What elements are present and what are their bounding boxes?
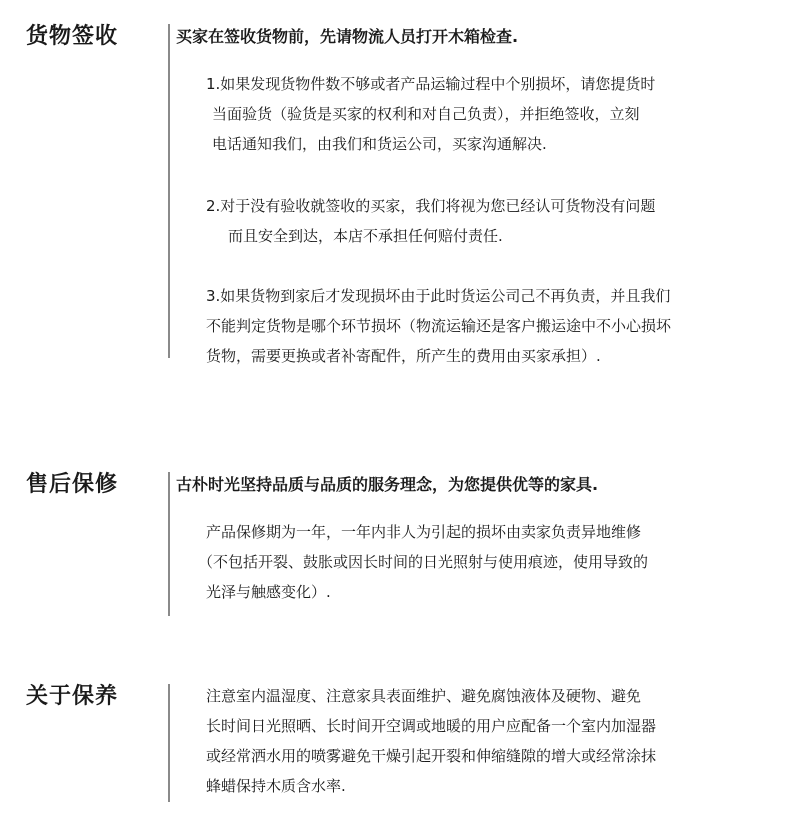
section-after-sales-warranty (0, 470, 790, 620)
vertical-divider (168, 472, 170, 616)
section-maintenance (0, 682, 790, 812)
paragraph-line: （不包括开裂、鼓胀或因长时间的日光照射与使用痕迹，使用导致的 (198, 553, 649, 571)
paragraph-line: 或经常洒水用的喷雾避免干燥引起开裂和伸缩缝隙的增大或经常涂抹 (206, 747, 657, 765)
item-line: 3.如果货物到家后才发现损坏由于此时货运公司己不再负责，并且我们 (206, 287, 671, 305)
item-line: 货物，需要更换或者补寄配件，所产生的费用由买家承担）. (206, 347, 601, 365)
section-lead: 买家在签收货物前，先请物流人员打开木箱检查. (176, 27, 519, 46)
section-heading: 售后保修 (26, 472, 119, 497)
item-line: 电话通知我们，由我们和货运公司，买家沟通解决. (212, 135, 547, 153)
section-heading: 关于保养 (26, 684, 119, 709)
vertical-divider (168, 24, 170, 358)
section-goods-receipt (0, 22, 790, 365)
paragraph-line: 长时间日光照晒、长时间开空调或地暖的用户应配备一个室内加湿器 (206, 717, 657, 735)
paragraph-line: 产品保修期为一年，一年内非人为引起的损坏由卖家负责异地维修 (206, 523, 642, 541)
item-line: 1.如果发现货物件数不够或者产品运输过程中个别损坏，请您提货时 (206, 75, 656, 93)
paragraph-line: 注意室内温湿度、注意家具表面维护、避免腐蚀液体及硬物、避免 (206, 687, 642, 705)
item-line: 当面验货（验货是买家的权利和对自己负责），并拒绝签收，立刻 (212, 105, 640, 123)
item-line: 2.对于没有验收就签收的买家，我们将视为您已经认可货物没有问题 (206, 197, 656, 215)
section-heading: 货物签收 (26, 24, 119, 49)
paragraph-line: 光泽与触感变化）. (206, 583, 331, 601)
item-line: 而且安全到达，本店不承担任何赔付责任. (228, 227, 503, 245)
vertical-divider (168, 684, 170, 802)
paragraph-line: 蜂蜡保持木质含水率. (206, 777, 346, 795)
item-line: 不能判定货物是哪个环节损坏（物流运输还是客户搬运途中不小心损坏 (206, 317, 672, 335)
section-lead: 古朴时光坚持品质与品质的服务理念，为您提供优等的家具. (176, 475, 599, 494)
